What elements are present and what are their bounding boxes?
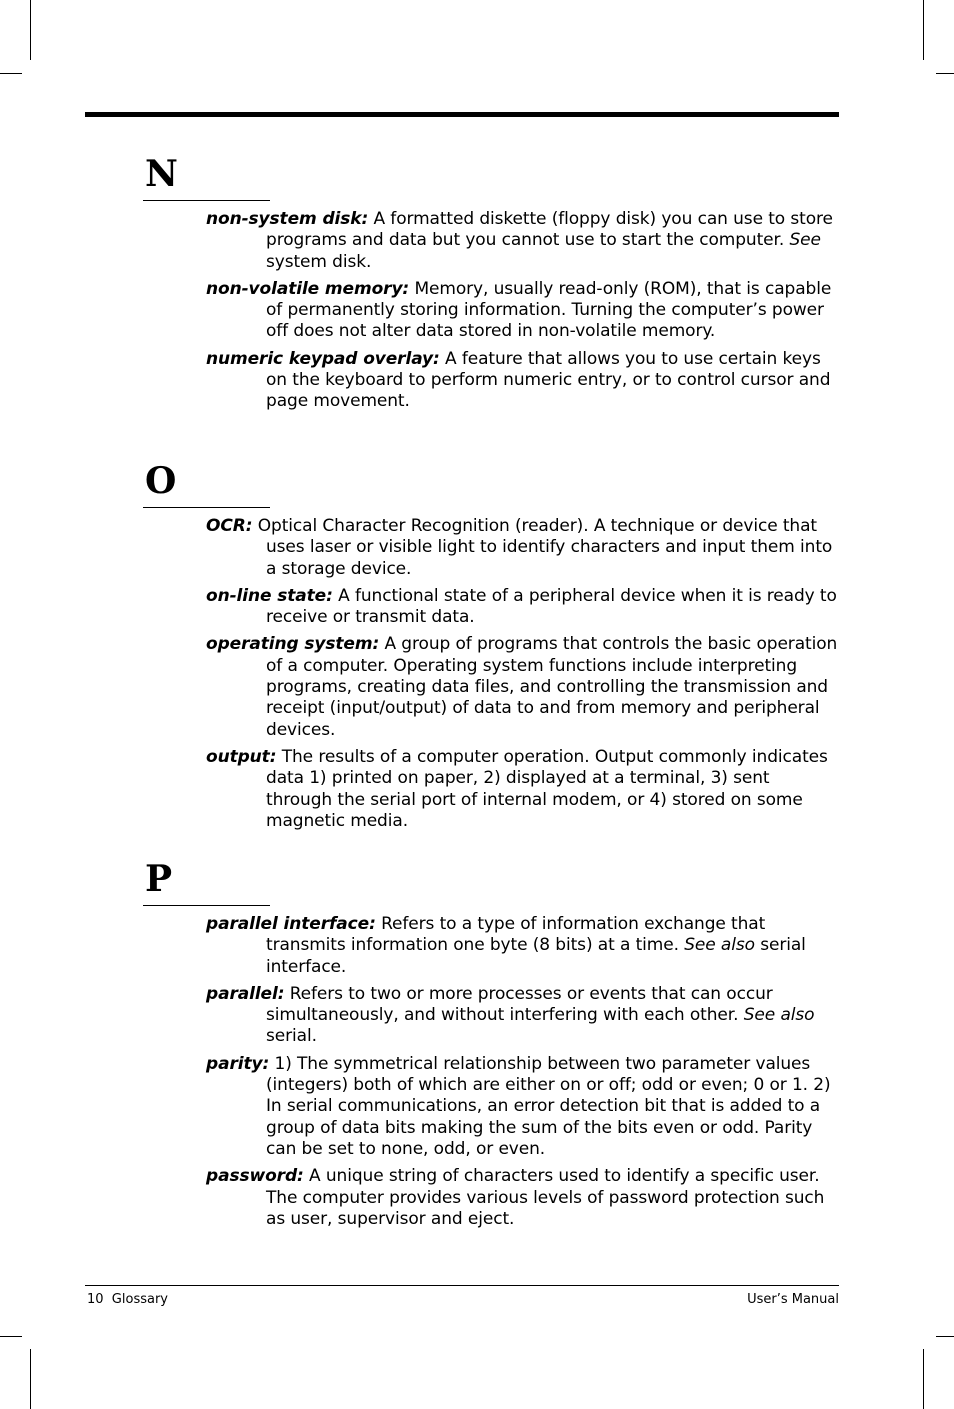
section-letter: N [145, 153, 178, 195]
entry-list [143, 209, 839, 413]
glossary-entry: numeric keypad overlay: A feature that allows you to use certain keys on the keyboard to perform numeric entry, or to control cursor and page movement. [206, 348, 831, 412]
cross-reference: See also [684, 935, 755, 956]
crop-mark [0, 73, 22, 74]
footer-manual-title: User’s Manual [747, 1292, 839, 1307]
glossary-term: numeric keypad overlay: [206, 348, 440, 369]
crop-mark [923, 0, 924, 60]
glossary-entry: parallel interface: Refers to a type of information exchange that transmits information one byte (8 bits) at a time. See also serial interface. [206, 914, 806, 977]
crop-mark [0, 1336, 22, 1337]
glossary-term: non-system disk: [206, 209, 369, 229]
glossary-term: operating system: [206, 634, 380, 655]
glossary-entry: output: The results of a computer operation. Output commonly indicates data 1) printed on paper, 2) displayed at a terminal, 3) sent through the serial port of internal modem, or 4) stored on some magnetic media. [206, 746, 828, 831]
glossary-entry: parity: 1) The symmetrical relationship between two parameter values (integers) both of which are either on or off; odd or even; 0 or 1. 2) In serial communications, an error detection bit that is added to a group of data bits making the sum of the bits even or odd. Parity can be set to none, odd, or even. [206, 1053, 831, 1159]
glossary-term: parallel interface: [206, 914, 376, 934]
glossary-section-o [143, 461, 839, 838]
crop-mark [936, 1336, 954, 1337]
glossary-term: on-line state: [206, 585, 333, 606]
cross-reference: See [789, 230, 821, 251]
entry-list [143, 914, 839, 1230]
entry-list [143, 516, 839, 832]
glossary-entry: operating system: A group of programs that controls the basic operation of a computer. Operating system functions include interpreting programs, creating data files, and controlling the transmission and receipt (input/output) of data to and from memory and peripheral devices. [206, 634, 838, 740]
glossary-term: parity: [206, 1053, 270, 1074]
glossary-term: non-volatile memory: [206, 278, 410, 299]
crop-mark [923, 1349, 924, 1409]
section-rule [143, 905, 270, 906]
header-rule [85, 112, 839, 117]
crop-mark [30, 1349, 31, 1409]
section-letter: O [145, 460, 177, 502]
section-rule [143, 200, 270, 201]
glossary-term: output: [206, 746, 277, 767]
glossary-section-n [143, 154, 839, 419]
glossary-section-p [143, 859, 839, 1236]
glossary-entry: parallel: Refers to two or more processes or events that can occur simultaneously, and without interfering with each other. See also serial. [206, 983, 815, 1047]
section-rule [143, 507, 270, 508]
glossary-term: password: [206, 1166, 304, 1187]
glossary-entry: on-line state: A functional state of a peripheral device when it is ready to receive or transmit data. [206, 585, 837, 628]
section-letter: P [145, 858, 173, 900]
glossary-term: parallel: [206, 983, 285, 1004]
glossary-entry: non-system disk: A formatted diskette (floppy disk) you can use to store programs and data but you cannot use to start the computer. See system disk. [206, 209, 833, 272]
glossary-entry: non-volatile memory: Memory, usually read-only (ROM), that is capable of permanently storing information. Turning the computer’s power off does not alter data stored in non-volatile memory. [206, 278, 832, 342]
crop-mark [936, 73, 954, 74]
footer-rule [85, 1285, 839, 1286]
footer-page-label: 10 Glossary [87, 1292, 168, 1307]
glossary-term: OCR: [206, 516, 253, 536]
glossary-entry: OCR: Optical Character Recognition (reader). A technique or device that uses laser or visible light to identify characters and input them into a storage device. [206, 516, 833, 579]
cross-reference: See also [743, 1005, 815, 1026]
glossary-entry: password: A unique string of characters used to identify a specific user. The computer provides various levels of password protection such as user, supervisor and eject. [206, 1166, 825, 1229]
crop-mark [30, 0, 31, 60]
